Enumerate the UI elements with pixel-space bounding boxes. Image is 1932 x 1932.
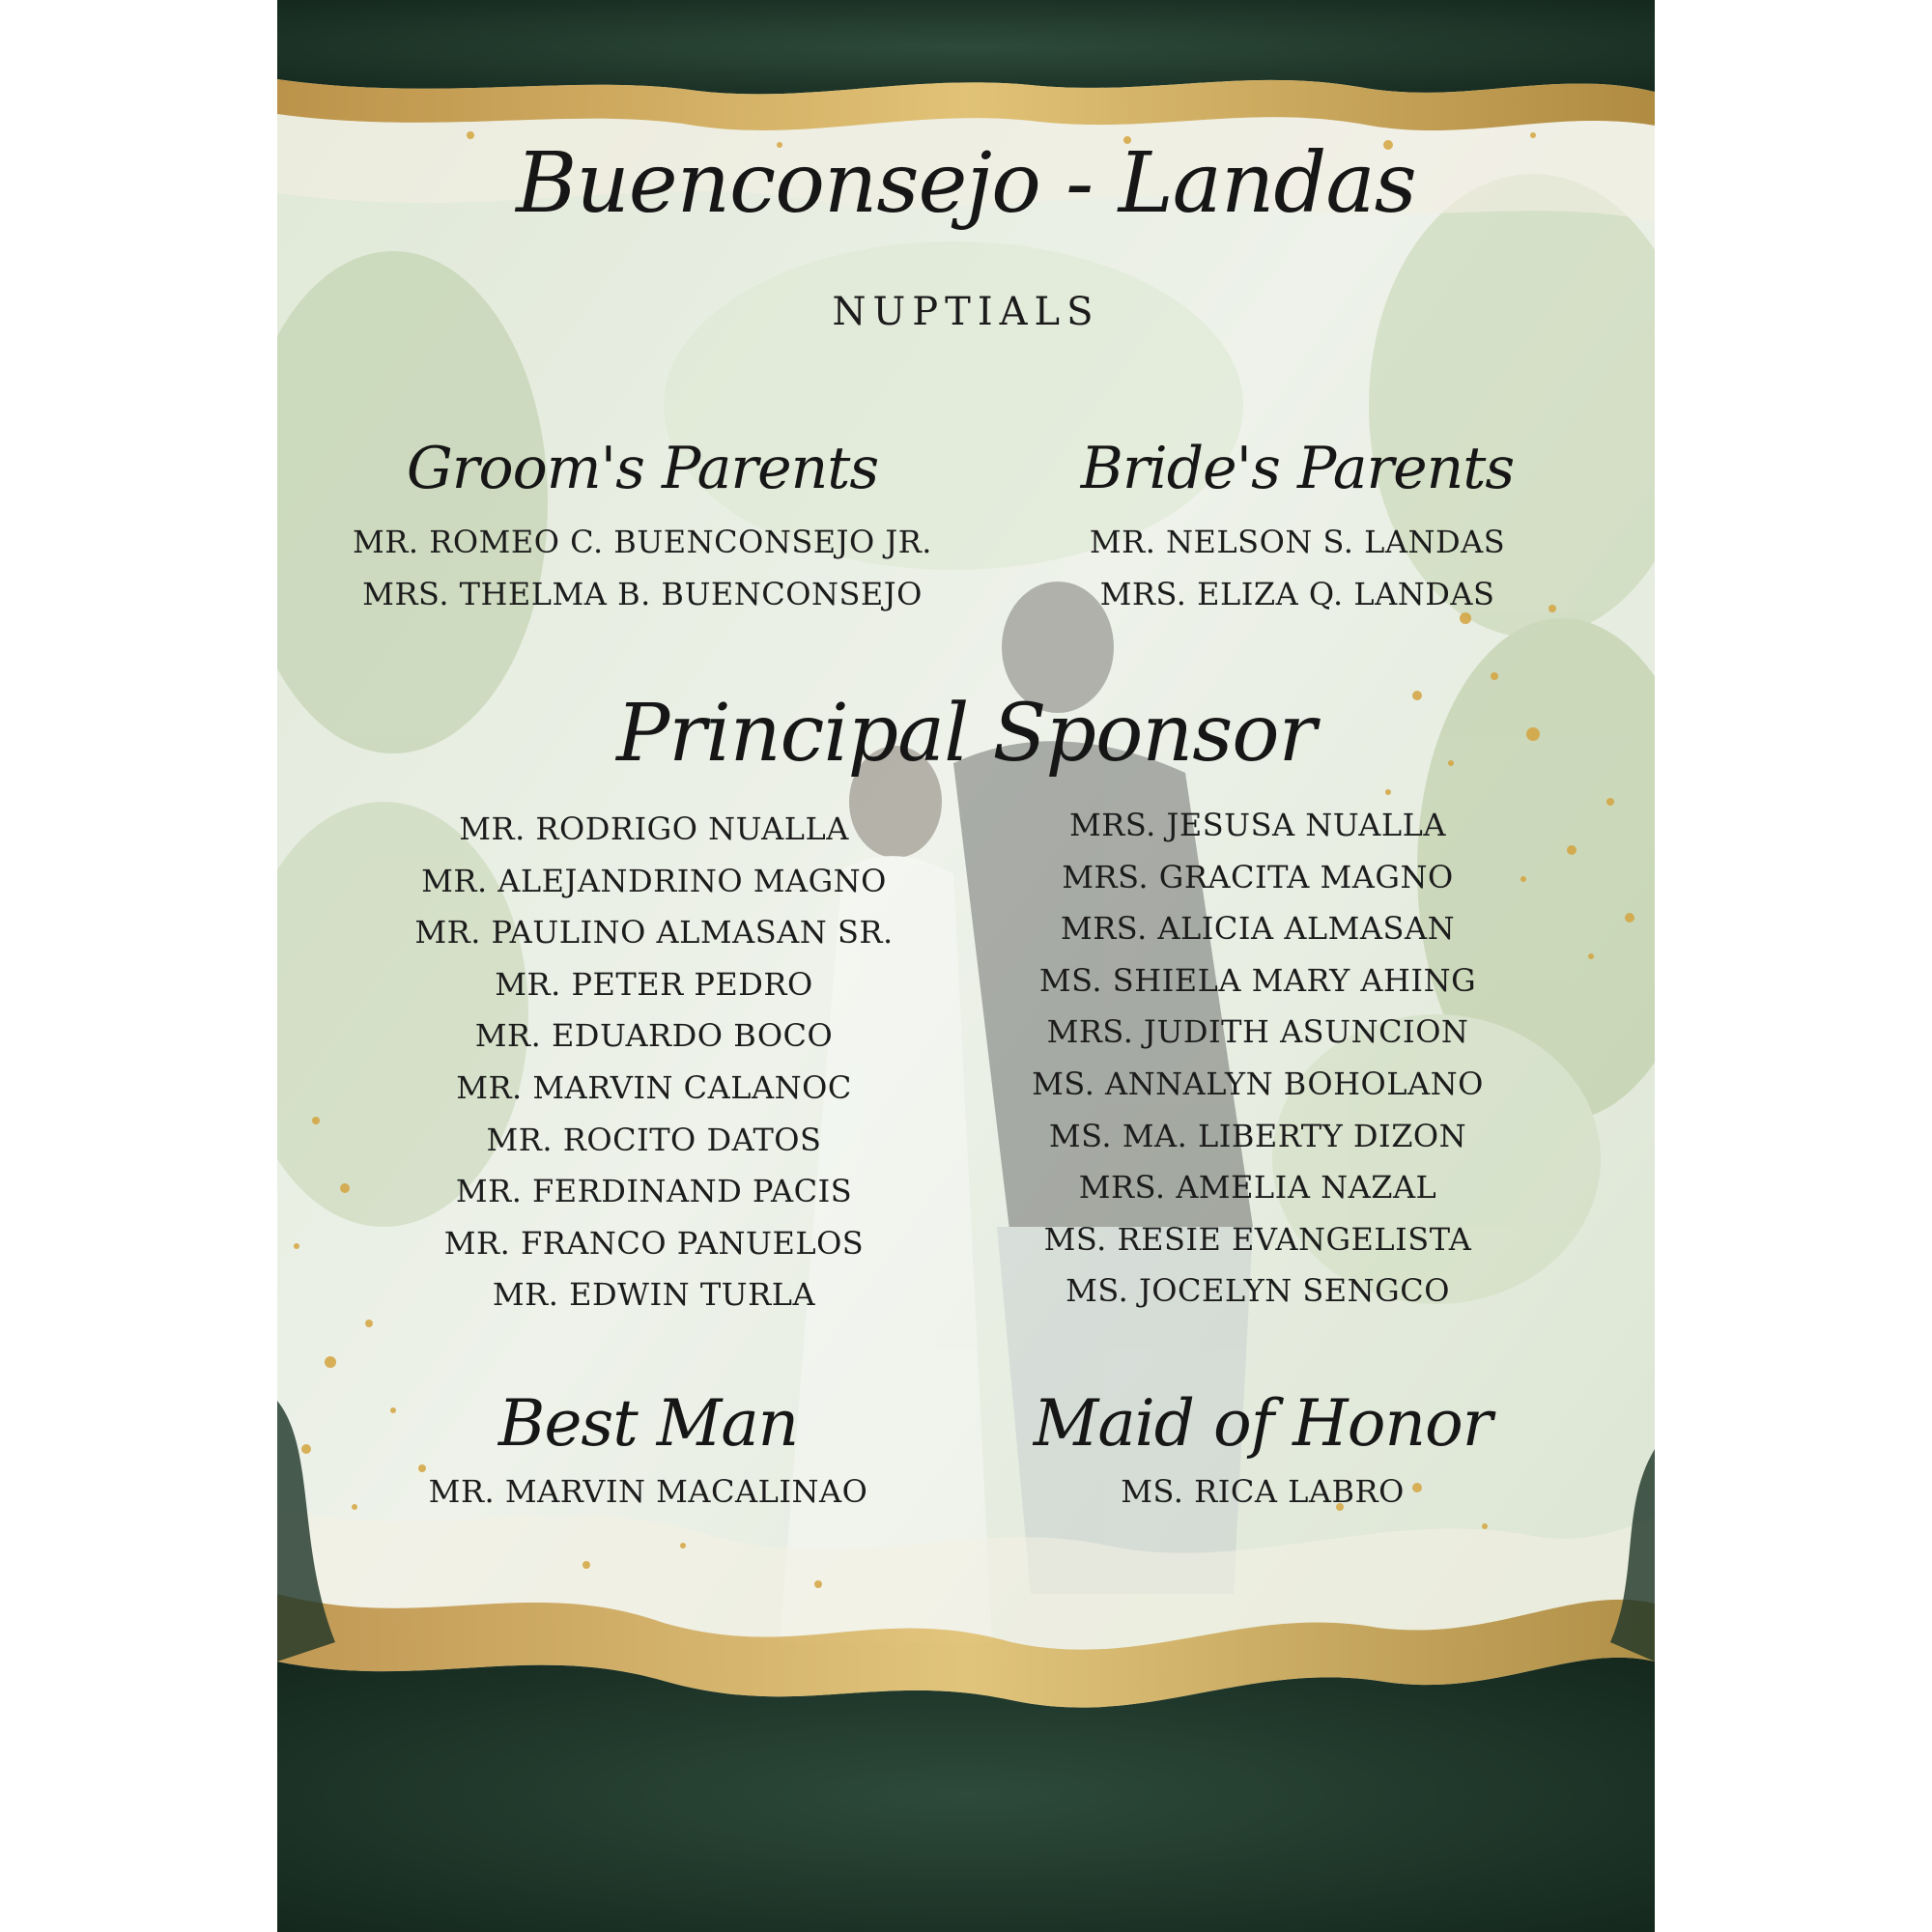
list-item: MS. JOCELYN SENGCO	[1065, 1272, 1450, 1310]
maid-of-honor-name: MS. RICA LABRO	[1121, 1473, 1405, 1510]
list-item: MR. MARVIN CALANOC	[456, 1068, 852, 1106]
list-item: MR. PAULINO ALMASAN SR.	[414, 914, 894, 952]
list-item: MRS. GRACITA MAGNO	[1062, 858, 1454, 895]
principal-sponsors-right-list	[1011, 800, 1504, 1318]
couple-names-title: Buenconsejo - Landas	[516, 135, 1416, 232]
list-item: MR. ALEJANDRINO MAGNO	[421, 862, 887, 899]
list-item: MR. RODRIGO NUALLA	[459, 810, 849, 847]
list-item: MR. NELSON S. LANDAS	[1089, 524, 1506, 560]
list-item: MR. EDUARDO BOCO	[474, 1017, 834, 1055]
principal-sponsors-left-list	[277, 804, 1031, 1321]
principal-sponsor-heading: Principal Sponsor	[616, 688, 1316, 780]
list-item: MR. PETER PEDRO	[495, 965, 813, 1003]
list-item: MS. SHIELA MARY AHING	[1038, 961, 1477, 999]
list-item: MS. MA. LIBERTY DIZON	[1048, 1117, 1467, 1154]
wedding-entourage-poster	[277, 0, 1655, 1932]
list-item: MRS. AMELIA NAZAL	[1078, 1169, 1437, 1207]
maid-of-honor-heading: Maid of Honor	[1033, 1386, 1492, 1461]
best-man-heading: Best Man	[497, 1386, 799, 1461]
top-green-border	[277, 0, 1655, 94]
list-item: MRS. ELIZA Q. LANDAS	[1099, 575, 1495, 612]
list-item: MS. RESIE EVANGELISTA	[1043, 1220, 1472, 1258]
list-item: MRS. JESUSA NUALLA	[1069, 807, 1446, 843]
list-item: MR. FERDINAND PACIS	[455, 1173, 853, 1210]
list-item: MRS. THELMA B. BUENCONSEJO	[362, 575, 923, 612]
list-item: MRS. JUDITH ASUNCION	[1046, 1013, 1469, 1051]
list-item: MS. ANNALYN BOHOLANO	[1032, 1065, 1484, 1102]
list-item: MR. EDWIN TURLA	[492, 1276, 816, 1314]
nuptials-subtitle: NUPTIALS	[832, 290, 1100, 334]
list-item: MRS. ALICIA ALMASAN	[1060, 910, 1456, 948]
best-man-name: MR. MARVIN MACALINAO	[428, 1473, 868, 1510]
grooms-parents-heading: Groom's Parents	[406, 435, 879, 502]
list-item: MR. FRANCO PANUELOS	[443, 1224, 865, 1262]
list-item: MR. ROCITO DATOS	[486, 1121, 822, 1158]
list-item: MR. ROMEO C. BUENCONSEJO JR.	[353, 524, 932, 560]
brides-parents-heading: Bride's Parents	[1080, 435, 1515, 502]
brides-parents-list	[1065, 517, 1529, 620]
bottom-green-border	[277, 1658, 1655, 1932]
grooms-parents-list	[277, 517, 1008, 620]
